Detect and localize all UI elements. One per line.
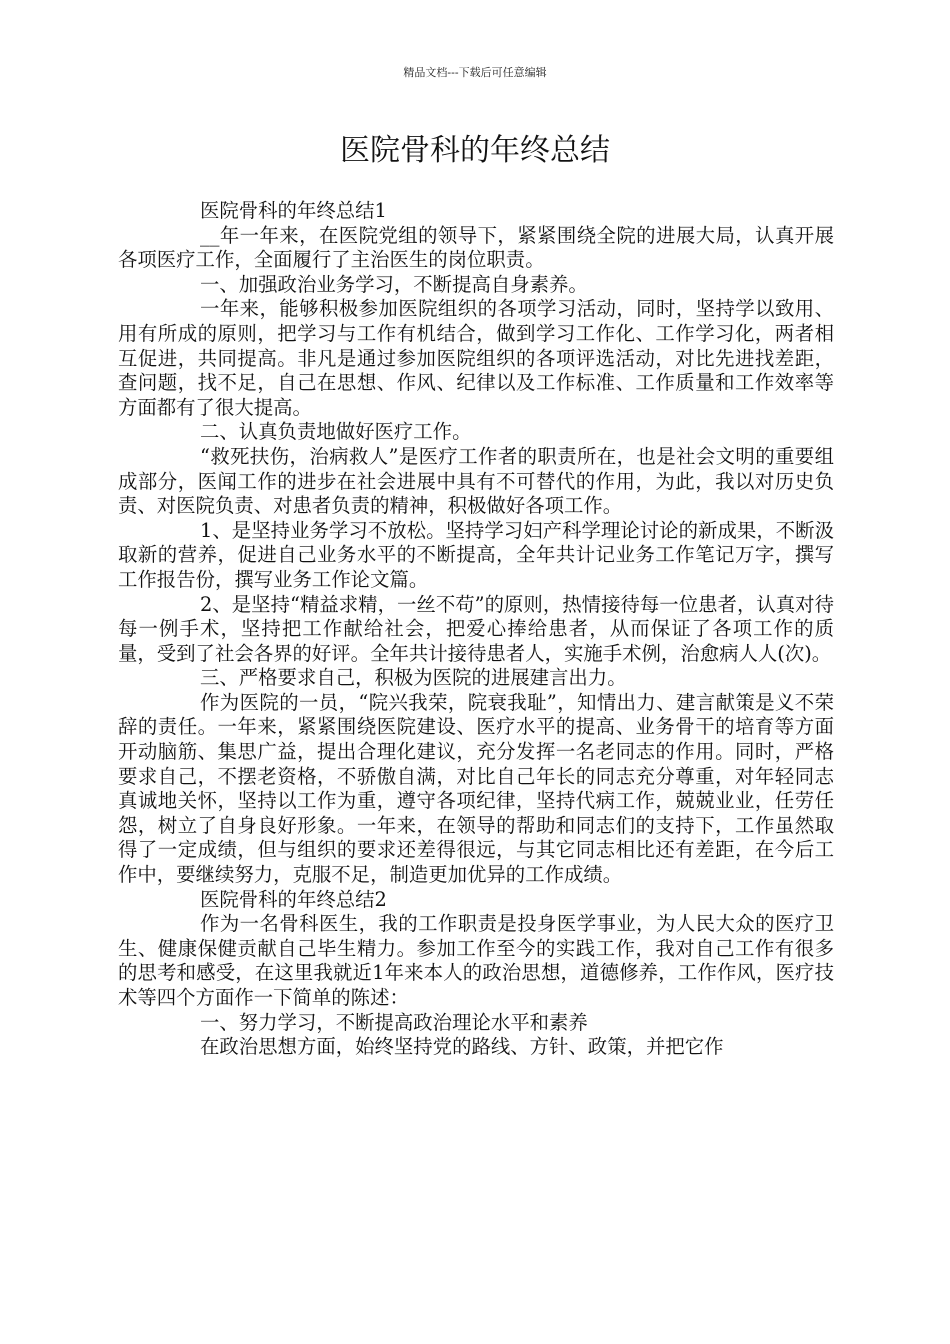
subheading: 二、认真负责地做好医疗工作。: [200, 420, 472, 444]
paragraph: 作为医院的一员，“院兴我荣，院衰我耻”，知情出力、建言献策是义不荣辞的责任。一年来，紧紧围绕医院建设、医疗水平的提高、业务骨干的培育等方面开动脑筋、集思广益，提出合理化建议，充分发挥一名老同志的作用。同时，严格要求自己，不摆老资格，不骄傲自满，对比自己年长的同志充分尊重，对年轻同志真诚地关怀，坚持以工作为重，遵守各项纪律，坚持代病工作，兢兢业业，任劳任怨，树立了自身良好形象。一年来，在领导的帮助和同志们的支持下，工作虽然取得了一定成绩，但与组织的要求还差得很远，与其它同志相比还有差距，在今后工作中，要继续努力，克服不足，制造更加优异的工作成绩。: [118, 690, 834, 887]
paragraph: 在政治思想方面，始终坚持党的路线、方针、政策，并把它作: [200, 1035, 724, 1059]
header-note: 精品文档---下载后可任意编辑: [403, 66, 547, 79]
document-body: [118, 199, 834, 1060]
paragraph: 一年来，能够积极参加医院组织的各项学习活动，同时，坚持学以致用、用有所成的原则，把学习与工作有机结合，做到学习工作化、工作学习化，两者相互促进，共同提高。非凡是通过参加医院组织的各项评选活动，对比先进找差距，查问题，找不足，自己在思想、作风、纪律以及工作标准、工作质量和工作效率等方面都有了很大提高。: [118, 297, 834, 419]
subheading: 一、努力学习，不断提高政治理论水平和素养: [200, 1010, 588, 1034]
section-heading-1: 医院骨科的年终总结1: [200, 199, 387, 222]
subheading: 三、严格要求自己，积极为医院的进展建言出力。: [200, 666, 627, 690]
paragraph: 作为一名骨科医生，我的工作职责是投身医学事业，为人民大众的医疗卫生、健康保健贡献自己毕生精力。参加工作至今的实践工作，我对自己工作有很多的思考和感受，在这里我就近1年来本人的政治思想，道德修养，工作作风，医疗技术等四个方面作一下简单的陈述：: [118, 912, 834, 1009]
paragraph: “救死扶伤，治病救人”是医疗工作者的职责所在，也是社会文明的重要组成部分，医闻工作的进步在社会进展中具有不可替代的作用，为此，我以对历史负责、对医院负责、对患者负责的精神，积极做好各项工作。: [118, 444, 834, 518]
document-title: 医院骨科的年终总结: [340, 133, 610, 168]
section-heading-2: 医院骨科的年终总结2: [200, 887, 387, 911]
subheading: 一、加强政治业务学习，不断提高自身素养。: [200, 272, 588, 296]
paragraph: 1、是坚持业务学习不放松。坚持学习妇产科学理论讨论的新成果，不断汲取新的营养，促进自己业务水平的不断提高，全年共计记业务工作笔记万字，撰写工作报告份，撰写业务工作论文篇。: [118, 518, 834, 591]
paragraph: __年一年来，在医院党组的领导下，紧紧围绕全院的进展大局，认真开展各项医疗工作，全面履行了主治医生的岗位职责。: [118, 223, 834, 272]
paragraph: 2、是坚持“精益求精，一丝不苟”的原则，热情接待每一位患者，认真对待每一例手术，坚持把工作献给社会，把爱心捧给患者，从而保证了各项工作的质量，受到了社会各界的好评。全年共计接待患者人，实施手术例，治愈病人人(次)。: [118, 592, 834, 665]
